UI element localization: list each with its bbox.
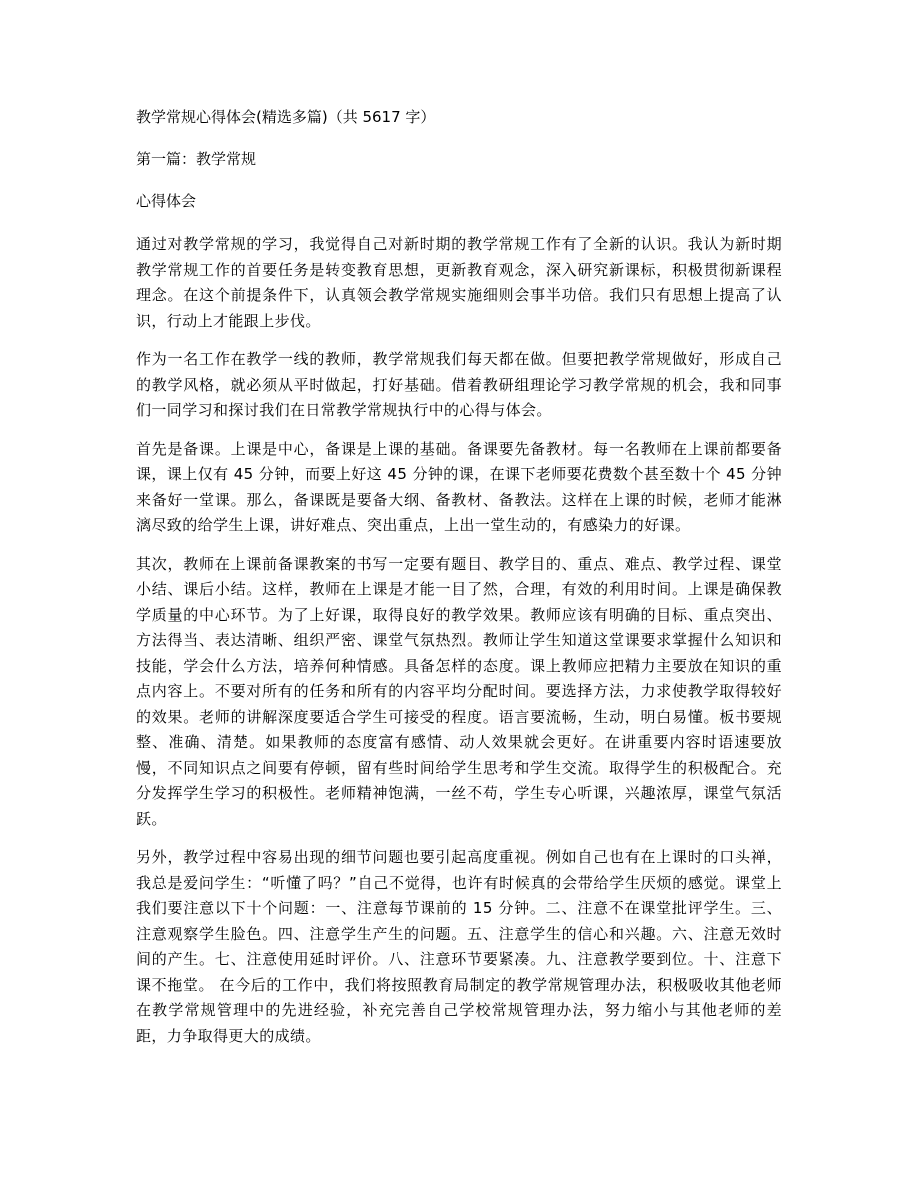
paragraph-2: 作为一名工作在教学一线的教师，教学常规我们每天都在做。但要把教学常规做好，形成自己的教学风格，就必须从平时做起，打好基础。借着教研组理论学习教学常规的机会，我和同事们一同学习和探讨我们在日常教学常规执行中的心得与体会。 bbox=[136, 350, 782, 419]
paragraph-5: 另外，教学过程中容易出现的细节问题也要引起高度重视。例如自己也有在上课时的口头禅，我总是爱问学生：“听懂了吗？”自己不觉得，也许有时候真的会带给学生厌烦的感觉。课堂上我们要注意以下十个问题：一、注意每节课前的 15 分钟。二、注意不在课堂批评学生。三、注意观察学生脸色。四、注意学生产生的问题。五、注意学生的信心和兴趣。六、注意无效时间的产生。七、注意使用延时评价。八、注意环节要紧凑。九、注意教学要到位。十、注意下课不拖堂。 在今后的工作中，我们将按照教育局制定的教学常规管理办法，积极吸收其他老师在教学常规管理中的先进经验，补充完善自己学校常规管理办法，努力缩小与其他老师的差距，力争取得更大的成绩。 bbox=[136, 848, 782, 1045]
paragraph-3: 首先是备课。上课是中心，备课是上课的基础。备课要先备教材。每一名教师在上课前都要备课，课上仅有 45 分钟，而要上好这 45 分钟的课，在课下老师要花费数个甚至数十个 45 分钟来备好一堂课。那么，备课既是要备大纲、备教材、备教法。这样在上课的时候，老师才能淋漓尽致的给学生上课，讲好难点、突出重点，上出一堂生动的，有感染力的好课。 bbox=[136, 439, 782, 534]
paragraph-4: 其次，教师在上课前备课教案的书写一定要有题目、教学目的、重点、难点、教学过程、课堂小结、课后小结。这样，教师在上课是才能一目了然，合理，有效的利用时间。上课是确保教学质量的中心环节。为了上好课，取得良好的教学效果。教师应该有明确的目标、重点突出、方法得当、表达清晰、组织严密、课堂气氛热烈。教师让学生知道这堂课要求掌握什么知识和技能，学会什么方法，培养何种情感。具备怎样的态度。课上教师应把精力主要放在知识的重点内容上。不要对所有的任务和所有的内容平均分配时间。要选择方法，力求使教学取得较好的效果。老师的讲解深度要适合学生可接受的程度。语言要流畅，生动，明白易懂。板书要规整、准确、清楚。如果教师的态度富有感情、动人效果就会更好。在讲重要内容时语速要放慢，不同知识点之间要有停顿，留有些时间给学生思考和学生交流。取得学生的积极配合。充分发挥学生学习的积极性。老师精神饱满，一丝不苟，学生专心听课，兴趣浓厚，课堂气氛活跃。 bbox=[136, 554, 782, 828]
section-heading: 第一篇：教学常规 bbox=[136, 150, 257, 168]
document-body bbox=[136, 106, 782, 1062]
document-title: 教学常规心得体会(精选多篇)（共 5617 字） bbox=[136, 108, 436, 126]
section-subheading: 心得体会 bbox=[136, 192, 197, 210]
paragraph-1: 通过对教学常规的学习，我觉得自己对新时期的教学常规工作有了全新的认识。我认为新时期教学常规工作的首要任务是转变教育思想，更新教育观念，深入研究新课标，积极贯彻新课程理念。在这个前提条件下，认真领会教学常规实施细则会事半功倍。我们只有思想上提高了认识，行动上才能跟上步伐。 bbox=[136, 235, 782, 330]
